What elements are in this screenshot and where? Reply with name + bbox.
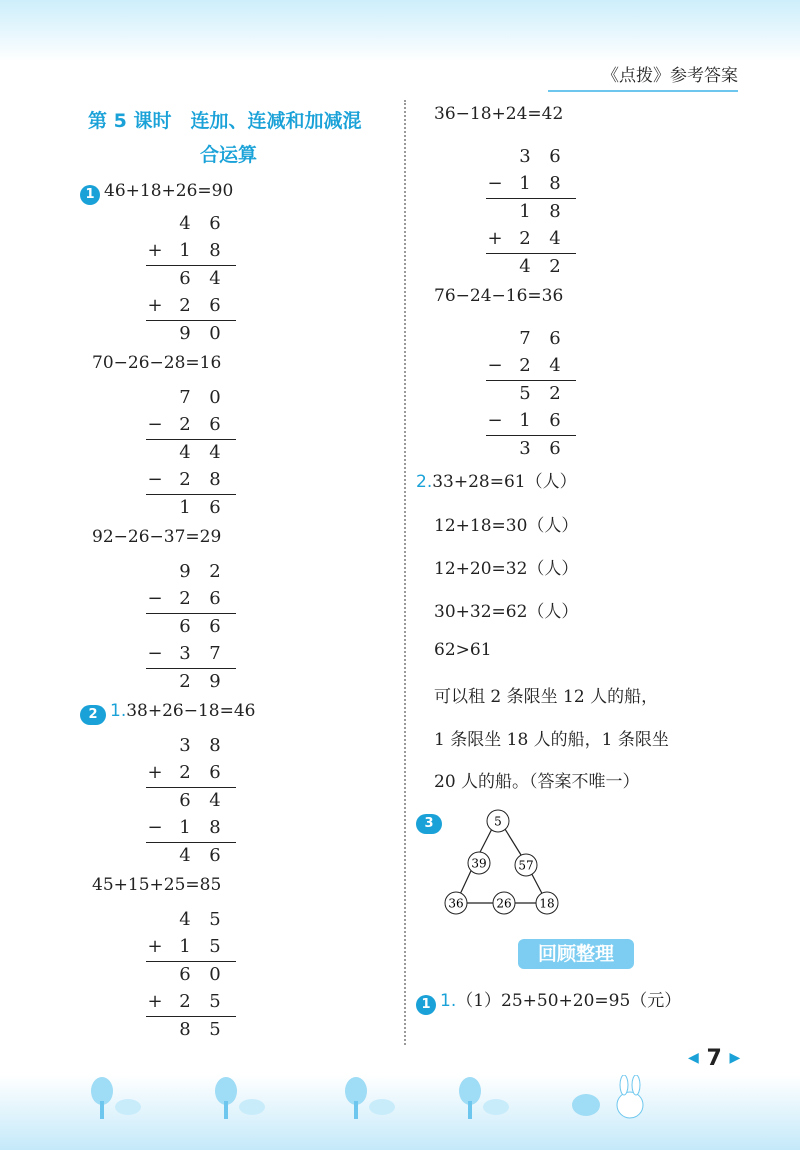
calc-digit: 8 bbox=[209, 817, 221, 838]
calc-digit: 8 bbox=[549, 173, 561, 194]
calc-row bbox=[146, 586, 236, 613]
calc-digit: + bbox=[147, 240, 163, 261]
calc-row bbox=[146, 815, 236, 842]
calc-digit: 2 bbox=[179, 295, 191, 316]
triangle-node-top bbox=[487, 810, 509, 832]
calc-digit: 3 bbox=[519, 146, 531, 167]
calc-row bbox=[486, 326, 576, 353]
calc-digit: 6 bbox=[549, 410, 561, 431]
calc-digit: 2 bbox=[179, 671, 191, 692]
equation-6: 36−18+24=42 bbox=[434, 104, 564, 124]
calc-digit: 2 bbox=[179, 588, 191, 609]
calc-digit: 4 bbox=[179, 442, 191, 463]
calc-row bbox=[486, 144, 576, 171]
answer-line: 30+32=62（人） bbox=[434, 602, 579, 622]
calc-digit: 6 bbox=[209, 213, 221, 234]
tree-icon bbox=[212, 1075, 272, 1125]
calc-digit: 9 bbox=[179, 561, 191, 582]
calc-digit: 2 bbox=[209, 561, 221, 582]
top-decor-band bbox=[0, 0, 800, 62]
calc-digit: 2 bbox=[549, 256, 561, 277]
triangle-node-bottom-left bbox=[445, 892, 467, 914]
subquestion-number: 1. bbox=[110, 701, 127, 721]
lesson-title-line1: 第 5 课时 连加、连减和加减混 bbox=[88, 110, 362, 132]
vertical-calc-2 bbox=[146, 385, 236, 522]
calc-digit: − bbox=[147, 817, 163, 838]
calc-digit: 2 bbox=[179, 414, 191, 435]
equation-2: 70−26−28=16 bbox=[92, 353, 222, 373]
vertical-calc-5 bbox=[146, 907, 236, 1044]
calc-row bbox=[146, 613, 236, 641]
calc-row bbox=[146, 760, 236, 787]
equation-3: 92−26−37=29 bbox=[92, 527, 222, 547]
answer-2-2 bbox=[416, 467, 577, 492]
calc-row bbox=[486, 435, 576, 463]
calc-digit: − bbox=[147, 469, 163, 490]
calc-digit: 9 bbox=[209, 671, 221, 692]
column-divider bbox=[404, 100, 406, 1045]
calc-digit: 6 bbox=[549, 328, 561, 349]
calc-row bbox=[146, 412, 236, 439]
page-number bbox=[688, 1046, 740, 1071]
calc-digit: − bbox=[147, 588, 163, 609]
calc-row bbox=[486, 353, 576, 380]
calc-digit: 5 bbox=[209, 1019, 221, 1040]
calc-row bbox=[146, 467, 236, 494]
calc-row bbox=[146, 293, 236, 320]
vertical-calc-4 bbox=[146, 733, 236, 870]
calc-digit: 2 bbox=[549, 383, 561, 404]
triangle-node-bottom-right bbox=[536, 892, 558, 914]
calc-digit: 6 bbox=[179, 616, 191, 637]
calc-digit: 1 bbox=[519, 410, 531, 431]
triangle-node-left bbox=[468, 852, 490, 874]
lesson-title-line2: 合运算 bbox=[200, 144, 258, 166]
number-triangle bbox=[440, 806, 570, 918]
calc-row bbox=[146, 238, 236, 265]
subquestion-number: 1. bbox=[440, 991, 457, 1011]
calc-digit: + bbox=[147, 762, 163, 783]
calc-digit: + bbox=[147, 991, 163, 1012]
subquestion-number: 2. bbox=[416, 472, 433, 492]
calc-row bbox=[146, 641, 236, 668]
svg-text:26: 26 bbox=[496, 896, 512, 911]
calc-digit: 8 bbox=[209, 735, 221, 756]
calc-row bbox=[146, 265, 236, 293]
svg-text:36: 36 bbox=[448, 896, 464, 911]
calc-row bbox=[146, 787, 236, 815]
calc-row bbox=[146, 1016, 236, 1044]
question-badge-review-1: 1 bbox=[416, 995, 436, 1015]
review-section-title: 回顾整理 bbox=[518, 939, 634, 969]
calc-row bbox=[486, 226, 576, 253]
calc-digit: 6 bbox=[209, 845, 221, 866]
equation: 38+26−18=46 bbox=[126, 701, 256, 721]
calc-digit: − bbox=[487, 410, 503, 431]
calc-digit: 4 bbox=[179, 845, 191, 866]
calc-digit: 6 bbox=[549, 146, 561, 167]
next-arrow-icon: ▶ bbox=[729, 1050, 741, 1066]
question-badge-3: 3 bbox=[416, 814, 442, 834]
calc-digit: 6 bbox=[209, 588, 221, 609]
calc-row bbox=[146, 907, 236, 934]
calc-digit: − bbox=[487, 173, 503, 194]
calc-digit: 3 bbox=[179, 643, 191, 664]
answer-line: 12+18=30（人） bbox=[434, 516, 579, 536]
equation: （1）25+50+20=95（元） bbox=[456, 991, 682, 1011]
vertical-calc-1 bbox=[146, 211, 236, 348]
calc-digit: 3 bbox=[519, 438, 531, 459]
calc-digit: 4 bbox=[209, 790, 221, 811]
calc-digit: 0 bbox=[209, 387, 221, 408]
calc-digit: 2 bbox=[179, 469, 191, 490]
answer-text: 可以租 2 条限坐 12 人的船， bbox=[434, 687, 659, 707]
calc-row bbox=[146, 320, 236, 348]
calc-digit: 4 bbox=[519, 256, 531, 277]
calc-digit: 8 bbox=[209, 469, 221, 490]
calc-digit: 1 bbox=[179, 936, 191, 957]
calc-digit: 6 bbox=[179, 790, 191, 811]
calc-digit: 5 bbox=[209, 909, 221, 930]
calc-digit: 2 bbox=[179, 991, 191, 1012]
review-answer-1 bbox=[416, 986, 681, 1015]
calc-row bbox=[146, 559, 236, 586]
lesson-title bbox=[88, 104, 388, 172]
calc-row bbox=[146, 211, 236, 238]
question-badge-1: 1 bbox=[80, 185, 100, 205]
calc-row bbox=[146, 934, 236, 961]
vertical-calc-3 bbox=[146, 559, 236, 696]
calc-digit: 2 bbox=[519, 355, 531, 376]
answer-line: 12+20=32（人） bbox=[434, 559, 579, 579]
calc-digit: 0 bbox=[209, 323, 221, 344]
svg-text:5: 5 bbox=[494, 814, 502, 829]
svg-text:39: 39 bbox=[471, 856, 487, 871]
calc-digit: + bbox=[487, 228, 503, 249]
calc-row bbox=[146, 842, 236, 870]
calc-row bbox=[486, 198, 576, 226]
calc-digit: 6 bbox=[209, 295, 221, 316]
calc-digit: 2 bbox=[519, 228, 531, 249]
calc-row bbox=[146, 385, 236, 412]
calc-digit: 2 bbox=[179, 762, 191, 783]
prev-arrow-icon: ◀ bbox=[688, 1050, 699, 1066]
calc-digit: 5 bbox=[519, 383, 531, 404]
calc-digit: 4 bbox=[179, 909, 191, 930]
answer-2-eq1 bbox=[80, 701, 256, 725]
calc-digit: 6 bbox=[209, 762, 221, 783]
calc-digit: 8 bbox=[179, 1019, 191, 1040]
calc-digit: + bbox=[147, 936, 163, 957]
calc-row bbox=[146, 439, 236, 467]
calc-row bbox=[486, 380, 576, 408]
calc-digit: − bbox=[487, 355, 503, 376]
calc-digit: 6 bbox=[209, 497, 221, 518]
calc-digit: 1 bbox=[179, 817, 191, 838]
calc-digit: 6 bbox=[209, 616, 221, 637]
equation: 33+28=61（人） bbox=[432, 472, 577, 492]
calc-digit: 6 bbox=[549, 438, 561, 459]
calc-digit: 5 bbox=[209, 936, 221, 957]
calc-digit: 7 bbox=[179, 387, 191, 408]
calc-digit: + bbox=[147, 295, 163, 316]
calc-row bbox=[486, 253, 576, 281]
calc-digit: 9 bbox=[179, 323, 191, 344]
tree-icon bbox=[342, 1075, 402, 1125]
calc-digit: 8 bbox=[209, 240, 221, 261]
svg-text:57: 57 bbox=[518, 858, 534, 873]
calc-digit: 6 bbox=[179, 964, 191, 985]
vertical-calc-6 bbox=[486, 144, 576, 281]
calc-digit: 4 bbox=[549, 355, 561, 376]
answer-line: 62>61 bbox=[434, 640, 492, 660]
calc-row bbox=[146, 733, 236, 760]
calc-digit: 6 bbox=[209, 414, 221, 435]
triangle-node-right bbox=[515, 854, 537, 876]
question-badge-2: 2 bbox=[80, 705, 106, 725]
calc-row bbox=[146, 494, 236, 522]
calc-digit: 3 bbox=[179, 735, 191, 756]
svg-text:18: 18 bbox=[539, 896, 555, 911]
calc-digit: 4 bbox=[209, 442, 221, 463]
answer-text: 20 人的船。（答案不唯一） bbox=[434, 772, 640, 792]
calc-digit: 6 bbox=[179, 268, 191, 289]
calc-digit: 8 bbox=[549, 201, 561, 222]
calc-digit: − bbox=[147, 643, 163, 664]
calc-row bbox=[486, 171, 576, 198]
answer-text: 1 条限坐 18 人的船，1 条限坐 bbox=[434, 730, 669, 750]
tree-icon bbox=[456, 1075, 516, 1125]
header-label: 《点拨》参考答案 bbox=[548, 64, 738, 92]
tree-icon bbox=[88, 1075, 148, 1125]
equation: 46+18+26=90 bbox=[104, 181, 234, 201]
calc-row bbox=[486, 408, 576, 435]
calc-digit: 1 bbox=[519, 201, 531, 222]
calc-digit: 4 bbox=[549, 228, 561, 249]
answer-1-eq1 bbox=[80, 181, 233, 205]
page-number-value: 7 bbox=[706, 1046, 722, 1071]
calc-digit: 1 bbox=[179, 240, 191, 261]
calc-digit: 4 bbox=[179, 213, 191, 234]
calc-digit: 1 bbox=[519, 173, 531, 194]
calc-digit: 7 bbox=[519, 328, 531, 349]
calc-row bbox=[146, 668, 236, 696]
vertical-calc-7 bbox=[486, 326, 576, 463]
calc-row bbox=[146, 989, 236, 1016]
equation-5: 45+15+25=85 bbox=[92, 875, 222, 895]
calc-digit: 0 bbox=[209, 964, 221, 985]
calc-digit: 5 bbox=[209, 991, 221, 1012]
triangle-node-bottom-middle bbox=[493, 892, 515, 914]
equation-7: 76−24−16=36 bbox=[434, 286, 564, 306]
calc-digit: 1 bbox=[179, 497, 191, 518]
calc-digit: − bbox=[147, 414, 163, 435]
calc-row bbox=[146, 961, 236, 989]
calc-digit: 7 bbox=[209, 643, 221, 664]
calc-digit: 4 bbox=[209, 268, 221, 289]
mascot-rabbit-icon bbox=[566, 1075, 656, 1125]
